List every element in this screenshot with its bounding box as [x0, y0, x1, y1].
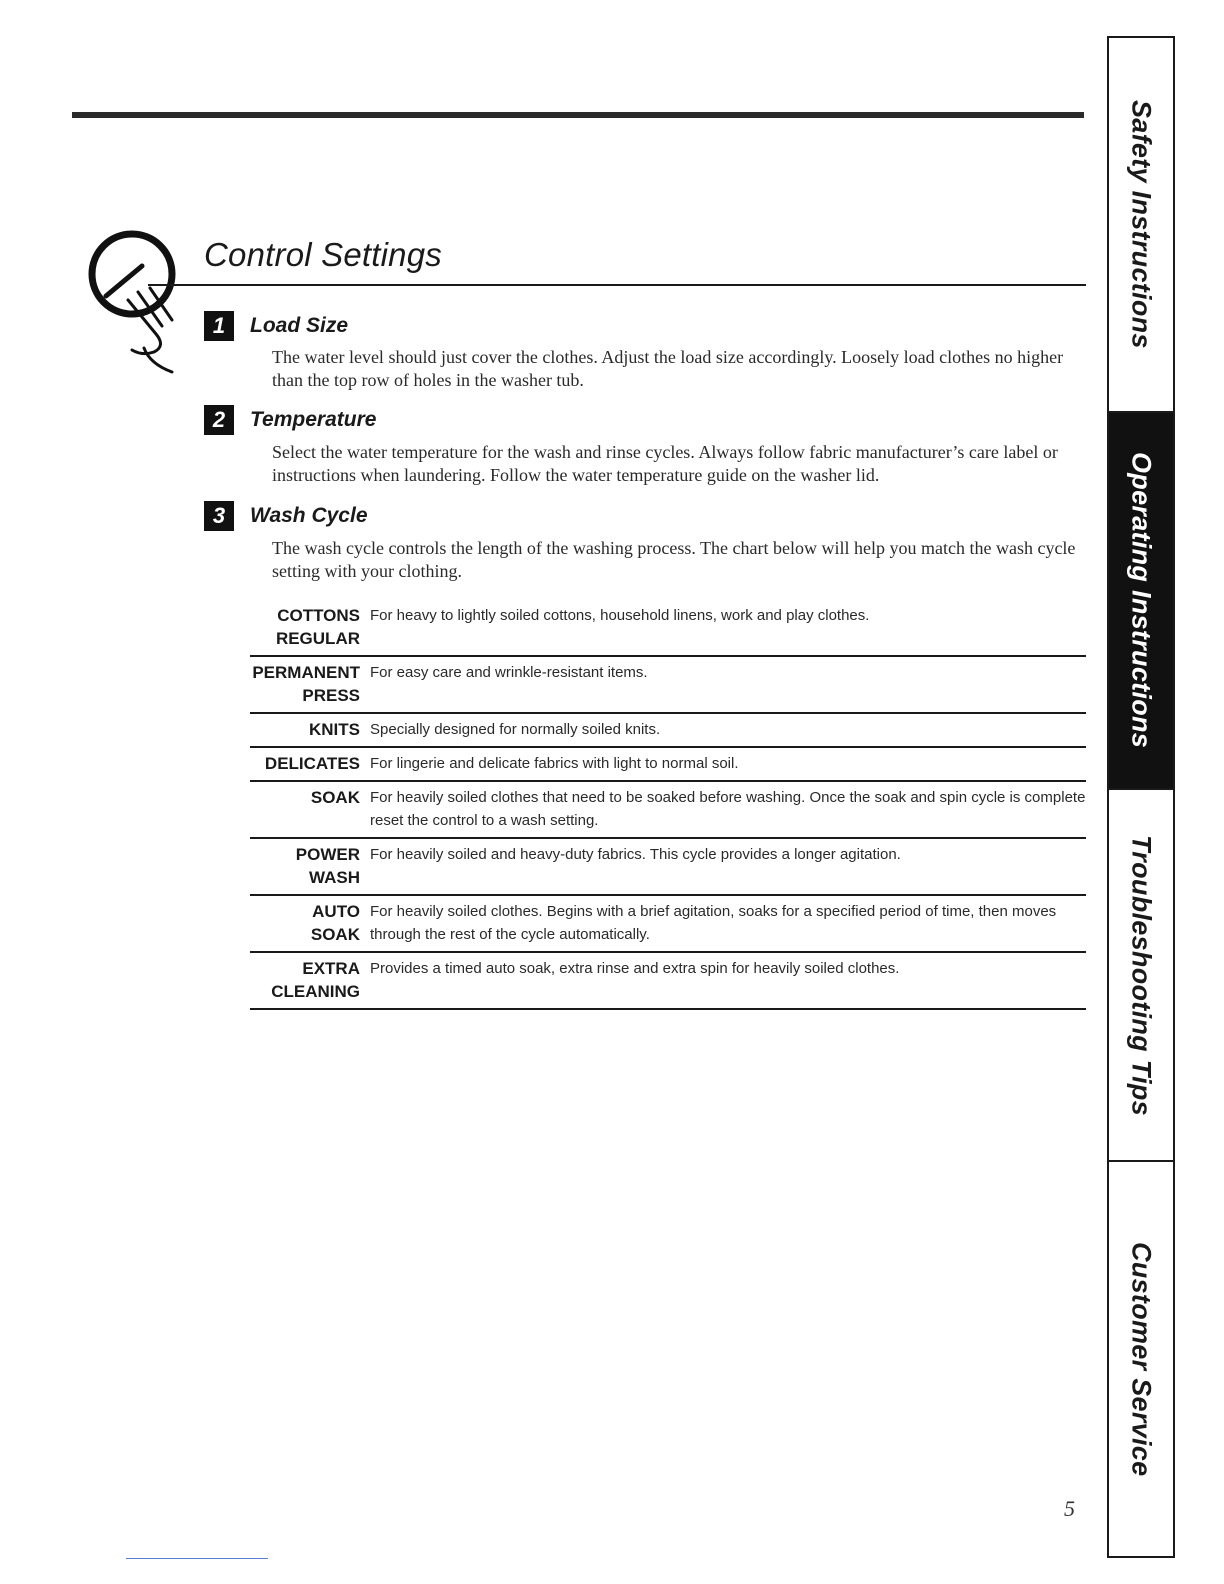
section-number-badge: 2	[204, 405, 234, 435]
cycle-description: For heavy to lightly soiled cottons, household linens, work and play clothes.	[370, 607, 870, 624]
cycle-row	[250, 657, 1086, 714]
top-rule	[72, 112, 1084, 118]
section-number-badge: 3	[204, 501, 234, 531]
cycle-name: KNITS	[309, 720, 360, 739]
section-title: Load Size	[250, 314, 349, 337]
section-wash-cycle-body: The wash cycle controls the length of the washing process. The chart below will help you match the wash cycle setting with your clothing.	[272, 538, 1076, 581]
section-load-size-heading	[204, 309, 348, 343]
control-dial-hand-icon	[80, 222, 190, 382]
cycle-name: POWER WASH	[295, 845, 360, 887]
cycle-row	[250, 782, 1086, 839]
cycle-description: For lingerie and delicate fabrics with light to normal soil.	[370, 755, 739, 772]
cycle-row	[250, 953, 1086, 1010]
cycle-row	[250, 896, 1086, 953]
tab-operating-instructions[interactable]	[1109, 411, 1173, 788]
cycle-row	[250, 839, 1086, 896]
cycle-name: PERMANENT PRESS	[252, 663, 360, 705]
cycle-name: COTTONS REGULAR	[275, 606, 360, 648]
cycle-name: DELICATES	[264, 754, 360, 773]
section-title: Temperature	[250, 408, 377, 431]
tab-troubleshooting-tips[interactable]	[1109, 788, 1173, 1160]
wash-cycle-table	[250, 604, 1086, 1010]
cycle-name: SOAK	[310, 788, 360, 807]
cycle-description: For easy care and wrinkle-resistant items.	[370, 664, 648, 681]
tab-label: Troubleshooting Tips	[1126, 834, 1157, 1116]
cycle-description: Provides a timed auto soak, extra rinse and extra spin for heavily soiled clothes.	[370, 960, 900, 977]
cycle-name: AUTO SOAK	[310, 902, 360, 944]
section-temperature-body: Select the water temperature for the wash and rinse cycles. Always follow fabric manufacturer’s care label or instructions when laundering. Follow the water temperature guide on the washer lid.	[272, 442, 1058, 485]
section-number-badge: 1	[204, 311, 234, 341]
cycle-row	[250, 748, 1086, 782]
cycle-description: For heavily soiled and heavy-duty fabrics. This cycle provides a longer agitation.	[370, 846, 901, 863]
title-rule	[148, 284, 1086, 286]
cycle-name: EXTRA CLEANING	[271, 959, 360, 1001]
section-title: Wash Cycle	[250, 504, 368, 527]
tab-customer-service[interactable]	[1109, 1160, 1173, 1556]
cycle-description: For heavily soiled clothes. Begins with a brief agitation, soaks for a specified period of time, then moves through the rest of the cycle automatically.	[370, 903, 1057, 943]
tab-label: Customer Service	[1126, 1241, 1157, 1477]
cycle-row	[250, 714, 1086, 748]
tab-label: Operating Instructions	[1126, 452, 1157, 749]
tab-safety-instructions[interactable]	[1109, 38, 1173, 411]
section-wash-cycle-heading	[204, 499, 368, 533]
section-temperature-heading	[204, 403, 376, 437]
tab-label: Safety Instructions	[1126, 100, 1157, 349]
page-number: 5	[1064, 1496, 1075, 1521]
cycle-description: Specially designed for normally soiled knits.	[370, 721, 661, 738]
section-side-tabs	[1107, 36, 1175, 1558]
cycle-row	[250, 604, 1086, 657]
cycle-description: For heavily soiled clothes that need to be soaked before washing. Once the soak and spin cycle is complete reset the control to a wash setting.	[370, 789, 1086, 829]
section-load-size-body: The water level should just cover the clothes. Adjust the load size accordingly. Loosely load clothes no higher than the top row of holes in the washer tub.	[272, 347, 1064, 390]
page-title: Control Settings	[204, 236, 442, 273]
footer-line	[126, 1558, 268, 1559]
